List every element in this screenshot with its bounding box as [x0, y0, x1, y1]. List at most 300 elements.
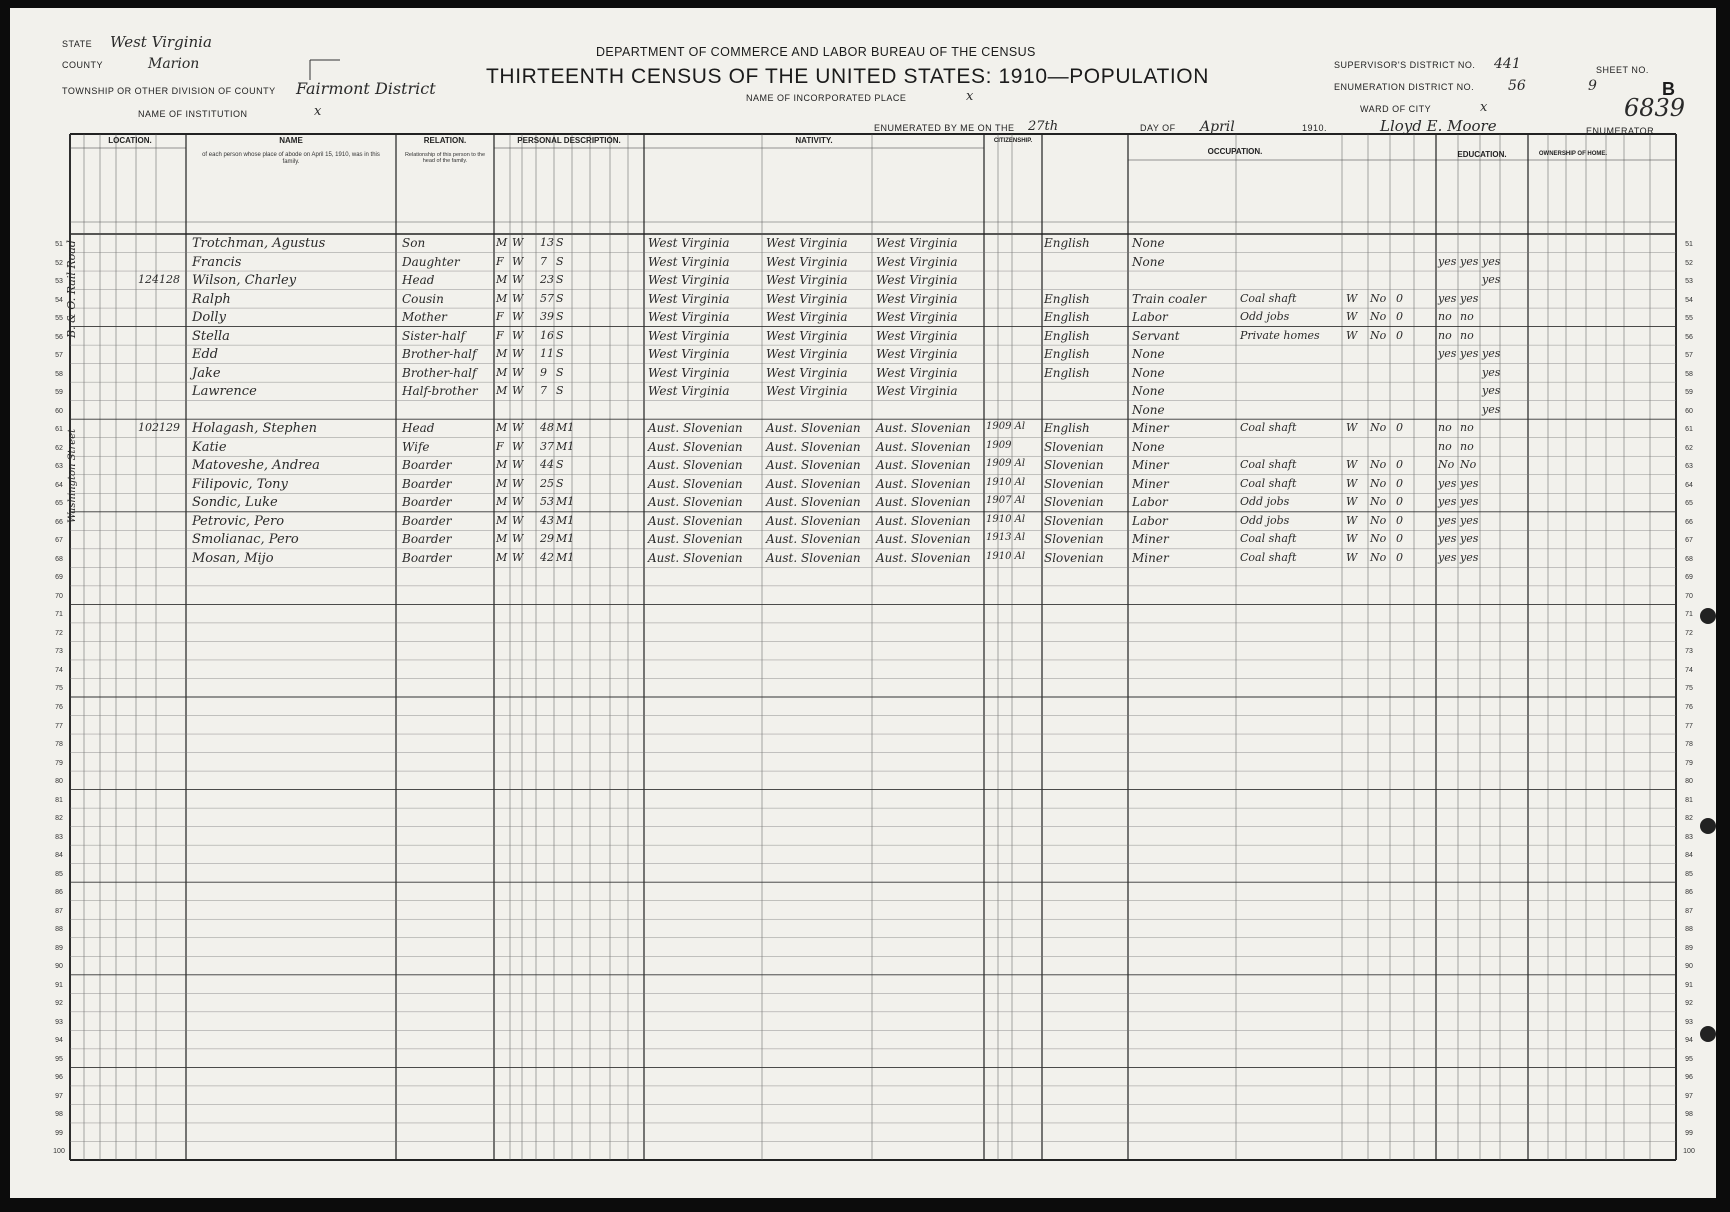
line-number: 57	[55, 352, 63, 360]
out-of-work-cell: No	[1370, 495, 1387, 509]
sex-cell: F	[496, 328, 504, 342]
birthplace-cell: West Virginia	[648, 347, 730, 362]
line-number: 77	[1685, 722, 1693, 730]
age-cell: 53	[540, 495, 554, 509]
birthplace-cell: West Virginia	[648, 384, 730, 399]
language-cell: English	[1044, 291, 1090, 306]
employer-cell: W	[1346, 550, 1358, 564]
line-number: 69	[1685, 574, 1693, 582]
can-write-cell: yes	[1460, 550, 1479, 564]
sheet-label: SHEET NO.	[1596, 65, 1649, 75]
can-read-cell: no	[1438, 439, 1452, 453]
industry-cell: Odd jobs	[1240, 310, 1290, 324]
immigration-year-cell: 1909 Al	[986, 421, 1026, 433]
line-number: 74	[1685, 666, 1693, 674]
sex-cell: M	[496, 476, 508, 490]
language-cell: Slovenian	[1044, 458, 1104, 473]
out-of-work-cell: No	[1370, 310, 1387, 324]
father-birthplace-cell: Aust. Slovenian	[766, 495, 861, 510]
line-number: 80	[1685, 778, 1693, 786]
line-number: 88	[55, 926, 63, 934]
line-number: 64	[1685, 481, 1693, 489]
mother-birthplace-cell: West Virginia	[876, 273, 958, 288]
marital-cell: M1	[556, 532, 575, 546]
person-name: Sondic, Luke	[192, 495, 278, 511]
trade-cell: Train coaler	[1132, 291, 1207, 306]
language-cell: English	[1044, 236, 1090, 250]
race-cell: W	[512, 458, 524, 472]
line-number: 97	[55, 1092, 63, 1100]
line-number: 97	[1685, 1092, 1693, 1100]
age-cell: 42	[540, 550, 554, 564]
person-name: Wilson, Charley	[192, 273, 297, 289]
mother-birthplace-cell: Aust. Slovenian	[876, 495, 971, 510]
relation-cell: Boarder	[402, 476, 452, 491]
relation-cell: Brother-half	[402, 365, 477, 380]
state-value: West Virginia	[110, 33, 212, 51]
line-number: 65	[1685, 500, 1693, 508]
language-cell: Slovenian	[1044, 550, 1104, 565]
enumerated-label: ENUMERATED BY ME ON THE	[874, 123, 1015, 133]
line-number: 73	[55, 648, 63, 656]
weeks-out-cell: 0	[1396, 532, 1403, 546]
line-number: 95	[1685, 1055, 1693, 1063]
industry-cell: Odd jobs	[1240, 513, 1290, 527]
line-number: 59	[1685, 389, 1693, 397]
can-write-cell: yes	[1460, 513, 1479, 527]
line-number: 81	[55, 796, 63, 804]
race-cell: W	[512, 347, 524, 361]
line-number: 78	[1685, 741, 1693, 749]
mother-birthplace-cell: West Virginia	[876, 236, 958, 250]
school-cell: yes	[1482, 365, 1501, 379]
line-number: 66	[1685, 518, 1693, 526]
age-cell: 39	[540, 310, 554, 324]
trade-cell: Miner	[1132, 532, 1169, 547]
weeks-out-cell: 0	[1396, 458, 1403, 472]
state-label: STATE	[62, 39, 93, 49]
line-number: 51	[1685, 241, 1693, 248]
can-read-cell: no	[1438, 328, 1452, 342]
weeks-out-cell: 0	[1396, 476, 1403, 490]
family-number: 128	[159, 273, 180, 287]
trade-cell: None	[1132, 236, 1165, 250]
mother-birthplace-cell: West Virginia	[876, 347, 958, 362]
age-cell: 29	[540, 532, 554, 546]
age-cell: 43	[540, 513, 554, 527]
sex-cell: M	[496, 532, 508, 546]
race-cell: W	[512, 476, 524, 490]
can-read-cell: yes	[1438, 476, 1457, 490]
can-write-cell: yes	[1460, 347, 1479, 361]
father-birthplace-cell: Aust. Slovenian	[766, 458, 861, 473]
race-cell: W	[512, 421, 524, 435]
sex-cell: M	[496, 236, 508, 249]
employer-cell: W	[1346, 532, 1358, 546]
family-number: 129	[159, 421, 180, 435]
immigration-year-cell: 1910 Al	[986, 476, 1026, 488]
school-cell: yes	[1482, 347, 1501, 361]
immigration-year-cell: 1910 Al	[986, 513, 1026, 525]
trade-cell: None	[1132, 365, 1165, 380]
col-location: LOCATION.	[108, 136, 152, 145]
industry-cell: Coal shaft	[1240, 550, 1297, 564]
institution-label: NAME OF INSTITUTION	[138, 109, 248, 119]
can-write-cell: yes	[1460, 476, 1479, 490]
marital-cell: S	[556, 254, 564, 268]
school-cell: yes	[1482, 254, 1501, 268]
trade-cell: Miner	[1132, 476, 1169, 491]
can-write-cell: no	[1460, 439, 1474, 453]
birthplace-cell: West Virginia	[648, 291, 730, 306]
person-name: Petrovic, Pero	[192, 513, 285, 529]
sex-cell: M	[496, 273, 508, 287]
birthplace-cell: Aust. Slovenian	[648, 495, 743, 510]
birthplace-cell: West Virginia	[648, 273, 730, 288]
line-number: 62	[55, 444, 63, 452]
line-number: 52	[55, 259, 63, 267]
mother-birthplace-cell: West Virginia	[876, 384, 958, 399]
line-number: 96	[55, 1074, 63, 1082]
relation-cell: Wife	[402, 439, 430, 454]
relation-cell: Head	[402, 421, 435, 436]
person-name: Edd	[192, 347, 219, 363]
out-of-work-cell: No	[1370, 550, 1387, 564]
binder-hole	[1700, 608, 1716, 624]
line-number: 52	[1685, 259, 1693, 267]
trade-cell: Labor	[1132, 310, 1168, 325]
line-number: 60	[1685, 407, 1693, 415]
race-cell: W	[512, 365, 524, 379]
line-number: 64	[55, 481, 63, 489]
person-name: Lawrence	[192, 384, 257, 400]
line-number: 84	[1685, 852, 1693, 860]
age-cell: 57	[540, 291, 554, 305]
birthplace-cell: West Virginia	[648, 328, 730, 343]
language-cell: Slovenian	[1044, 513, 1104, 528]
line-number: 58	[1685, 370, 1693, 378]
school-cell: yes	[1482, 402, 1501, 416]
employer-cell: W	[1346, 513, 1358, 527]
county-value: Marion	[148, 56, 200, 72]
sex-cell: M	[496, 495, 508, 509]
township-value: Fairmont District	[296, 79, 436, 98]
line-number: 55	[55, 315, 63, 323]
line-number: 98	[1685, 1111, 1693, 1119]
father-birthplace-cell: Aust. Slovenian	[766, 513, 861, 528]
line-number: 82	[1685, 815, 1693, 823]
binder-hole	[1700, 1026, 1716, 1042]
age-cell: 25	[540, 476, 554, 490]
birthplace-cell: West Virginia	[648, 365, 730, 380]
line-number: 72	[1685, 629, 1693, 637]
line-number: 68	[1685, 555, 1693, 563]
school-cell: yes	[1482, 384, 1501, 398]
mother-birthplace-cell: West Virginia	[876, 365, 958, 380]
col-education: EDUCATION.	[1457, 150, 1507, 159]
col-citizenship: CITIZENSHIP.	[993, 138, 1033, 144]
relation-cell: Daughter	[402, 254, 460, 269]
race-cell: W	[512, 236, 524, 249]
mother-birthplace-cell: Aust. Slovenian	[876, 532, 971, 547]
line-number: 57	[1685, 352, 1693, 360]
line-number: 77	[55, 722, 63, 730]
race-cell: W	[512, 550, 524, 564]
line-number: 71	[1685, 611, 1693, 619]
line-number: 94	[55, 1037, 63, 1045]
relation-cell: Boarder	[402, 513, 452, 528]
ward-value: x	[1480, 100, 1488, 115]
township-label: TOWNSHIP OR OTHER DIVISION OF COUNTY	[62, 86, 276, 96]
mother-birthplace-cell: Aust. Slovenian	[876, 476, 971, 491]
sex-cell: M	[496, 347, 508, 361]
relation-cell: Son	[402, 236, 426, 250]
out-of-work-cell: No	[1370, 476, 1387, 490]
department-heading: DEPARTMENT OF COMMERCE AND LABOR BUREAU OF THE CENSUS	[596, 45, 1036, 59]
line-number: 98	[55, 1111, 63, 1119]
race-cell: W	[512, 495, 524, 509]
race-cell: W	[512, 310, 524, 324]
line-number: 82	[55, 815, 63, 823]
line-number: 67	[55, 537, 63, 545]
can-read-cell: yes	[1438, 254, 1457, 268]
line-number: 76	[1685, 704, 1693, 711]
line-number: 60	[55, 407, 63, 415]
can-write-cell: no	[1460, 310, 1474, 324]
person-name: Francis	[192, 254, 242, 270]
language-cell: English	[1044, 310, 1090, 325]
can-read-cell: no	[1438, 421, 1452, 435]
col-ownership: OWNERSHIP OF HOME.	[1538, 151, 1608, 157]
census-title: THIRTEENTH CENSUS OF THE UNITED STATES: 1910—POPULATION	[486, 65, 1210, 88]
immigration-year-cell: 1907 Al	[986, 495, 1026, 507]
mother-birthplace-cell: Aust. Slovenian	[876, 458, 971, 473]
age-cell: 11	[540, 347, 554, 361]
mother-birthplace-cell: Aust. Slovenian	[876, 439, 971, 454]
line-number: 58	[55, 370, 63, 378]
sheet-stamp: 6839	[1624, 94, 1686, 122]
industry-cell: Coal shaft	[1240, 532, 1297, 546]
school-cell: yes	[1482, 273, 1501, 287]
birthplace-cell: Aust. Slovenian	[648, 439, 743, 454]
marital-cell: M1	[556, 513, 575, 527]
line-number: 85	[1685, 870, 1693, 878]
father-birthplace-cell: Aust. Slovenian	[766, 476, 861, 491]
language-cell: English	[1044, 328, 1090, 343]
can-read-cell: no	[1438, 310, 1452, 324]
out-of-work-cell: No	[1370, 328, 1387, 342]
can-read-cell: yes	[1438, 513, 1457, 527]
line-number: 53	[1685, 278, 1693, 286]
person-name: Ralph	[192, 291, 231, 307]
trade-cell: Miner	[1132, 421, 1169, 436]
trade-cell: None	[1132, 254, 1165, 269]
language-cell: Slovenian	[1044, 439, 1104, 454]
birthplace-cell: West Virginia	[648, 254, 730, 269]
line-number: 63	[1685, 463, 1693, 471]
sex-cell: F	[496, 439, 504, 453]
line-number: 79	[1685, 759, 1693, 767]
race-cell: W	[512, 273, 524, 287]
line-number: 83	[1685, 833, 1693, 841]
line-number: 75	[1685, 685, 1693, 693]
line-number: 59	[55, 389, 63, 397]
line-number: 91	[55, 981, 63, 989]
supervisor-value: 441	[1494, 56, 1521, 72]
race-cell: W	[512, 532, 524, 546]
mother-birthplace-cell: West Virginia	[876, 291, 958, 306]
enumerator-label: ENUMERATOR.	[1586, 126, 1658, 136]
father-birthplace-cell: Aust. Slovenian	[766, 532, 861, 547]
age-cell: 37	[540, 439, 554, 453]
census-grid	[10, 8, 1716, 1198]
father-birthplace-cell: West Virginia	[766, 328, 848, 343]
weeks-out-cell: 0	[1396, 291, 1403, 305]
father-birthplace-cell: West Virginia	[766, 273, 848, 288]
sex-cell: M	[496, 384, 508, 398]
enumerated-month: April	[1200, 119, 1235, 135]
line-number: 68	[55, 555, 63, 563]
employer-cell: W	[1346, 476, 1358, 490]
race-cell: W	[512, 328, 524, 342]
sex-cell: M	[496, 550, 508, 564]
birthplace-cell: Aust. Slovenian	[648, 532, 743, 547]
col-nativity: NATIVITY.	[795, 136, 833, 145]
line-number: 85	[55, 870, 63, 878]
employer-cell: W	[1346, 495, 1358, 509]
age-cell: 13	[540, 236, 554, 249]
person-name: Holagash, Stephen	[192, 421, 318, 437]
enumerated-day: 27th	[1028, 119, 1059, 134]
birthplace-cell: West Virginia	[648, 310, 730, 325]
mother-birthplace-cell: Aust. Slovenian	[876, 513, 971, 528]
weeks-out-cell: 0	[1396, 550, 1403, 564]
father-birthplace-cell: West Virginia	[766, 236, 848, 250]
mother-birthplace-cell: West Virginia	[876, 310, 958, 325]
relation-cell: Boarder	[402, 532, 452, 547]
line-number: 65	[55, 500, 63, 508]
marital-cell: S	[556, 273, 564, 287]
can-write-cell: no	[1460, 328, 1474, 342]
year-label: 1910.	[1302, 123, 1328, 133]
sex-cell: M	[496, 513, 508, 527]
line-number: 74	[55, 666, 63, 674]
age-cell: 7	[540, 254, 547, 268]
age-cell: 23	[540, 273, 554, 287]
trade-cell: Miner	[1132, 550, 1169, 565]
line-number: 53	[55, 278, 63, 286]
line-number: 86	[1685, 889, 1693, 897]
line-number: 99	[55, 1129, 63, 1137]
side-note-street: B. & O. Rail Road	[65, 240, 78, 338]
weeks-out-cell: 0	[1396, 421, 1403, 435]
weeks-out-cell: 0	[1396, 310, 1403, 324]
line-number: 79	[55, 759, 63, 767]
line-number: 78	[55, 741, 63, 749]
sex-cell: M	[496, 458, 508, 472]
age-cell: 7	[540, 384, 547, 398]
weeks-out-cell: 0	[1396, 495, 1403, 509]
person-name: Matoveshe, Andrea	[192, 458, 320, 474]
mother-birthplace-cell: Aust. Slovenian	[876, 550, 971, 565]
father-birthplace-cell: West Virginia	[766, 347, 848, 362]
birthplace-cell: Aust. Slovenian	[648, 476, 743, 491]
immigration-year-cell: 1910 Al	[986, 550, 1026, 562]
line-number: 94	[1685, 1037, 1693, 1045]
enum-district-value: 56	[1508, 78, 1526, 94]
mother-birthplace-cell: West Virginia	[876, 328, 958, 343]
can-read-cell: yes	[1438, 550, 1457, 564]
trade-cell: None	[1132, 384, 1165, 399]
marital-cell: S	[556, 458, 564, 472]
line-number: 61	[1685, 426, 1693, 434]
out-of-work-cell: No	[1370, 291, 1387, 305]
mother-birthplace-cell: West Virginia	[876, 254, 958, 269]
marital-cell: M1	[556, 421, 575, 435]
census-sheet	[10, 8, 1716, 1198]
trade-cell: Servant	[1132, 328, 1180, 343]
line-number: 51	[55, 241, 63, 248]
marital-cell: S	[556, 384, 564, 398]
race-cell: W	[512, 291, 524, 305]
marital-cell: S	[556, 347, 564, 361]
line-number: 87	[1685, 907, 1693, 915]
race-cell: W	[512, 439, 524, 453]
line-number: 71	[55, 611, 63, 619]
sex-cell: F	[496, 254, 504, 268]
relation-cell: Brother-half	[402, 347, 477, 362]
line-number: 80	[55, 778, 63, 786]
line-number: 73	[1685, 648, 1693, 656]
can-write-cell: No	[1460, 458, 1477, 472]
col-occupation: OCCUPATION.	[1207, 147, 1263, 156]
relation-cell: Boarder	[402, 550, 452, 565]
line-number: 56	[1685, 333, 1693, 341]
supervisor-label: SUPERVISOR'S DISTRICT NO.	[1334, 60, 1476, 70]
can-write-cell: yes	[1460, 532, 1479, 546]
marital-cell: M1	[556, 439, 575, 453]
person-name: Jake	[192, 365, 221, 381]
marital-cell: S	[556, 365, 564, 379]
father-birthplace-cell: West Virginia	[766, 365, 848, 380]
person-name: Mosan, Mijo	[192, 550, 274, 566]
industry-cell: Private homes	[1240, 328, 1320, 342]
place-label: NAME OF INCORPORATED PLACE	[746, 93, 907, 103]
out-of-work-cell: No	[1370, 532, 1387, 546]
language-cell: Slovenian	[1044, 532, 1104, 547]
line-number: 88	[1685, 926, 1693, 934]
weeks-out-cell: 0	[1396, 328, 1403, 342]
immigration-year-cell: 1913 Al	[986, 532, 1026, 544]
line-number: 89	[1685, 944, 1693, 952]
father-birthplace-cell: Aust. Slovenian	[766, 550, 861, 565]
col-personal: PERSONAL DESCRIPTION.	[517, 136, 621, 145]
employer-cell: W	[1346, 421, 1358, 435]
employer-cell: W	[1346, 458, 1358, 472]
father-birthplace-cell: West Virginia	[766, 291, 848, 306]
line-number: 70	[55, 592, 63, 600]
sheet-letter: B	[1662, 79, 1675, 99]
line-number: 67	[1685, 537, 1693, 545]
line-number: 95	[55, 1055, 63, 1063]
ward-label: WARD OF CITY	[1360, 104, 1432, 114]
line-number: 96	[1685, 1074, 1693, 1082]
birthplace-cell: Aust. Slovenian	[648, 458, 743, 473]
industry-cell: Coal shaft	[1240, 458, 1297, 472]
trade-cell: Labor	[1132, 513, 1168, 528]
person-name: Katie	[192, 439, 227, 455]
can-read-cell: yes	[1438, 532, 1457, 546]
